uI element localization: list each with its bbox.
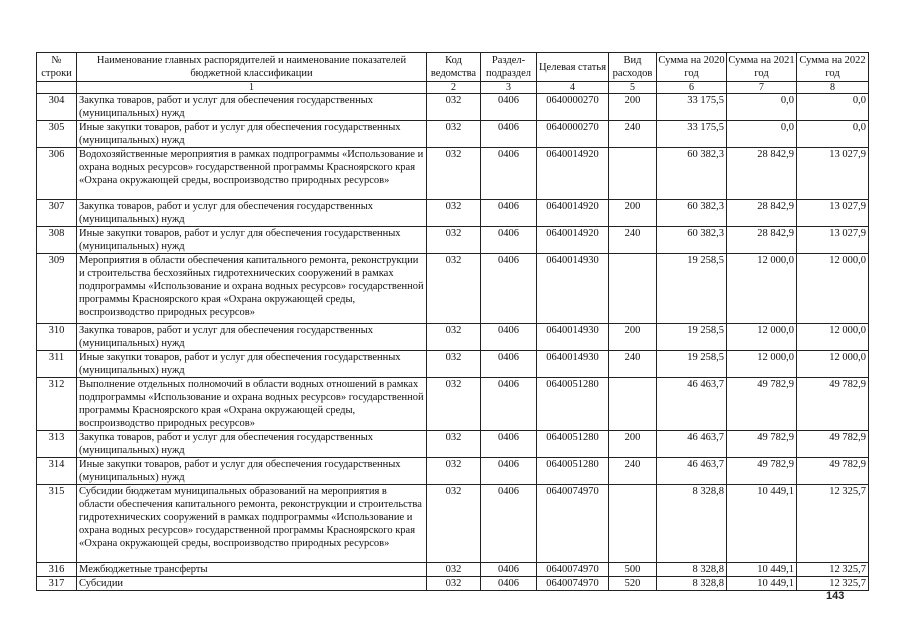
row-sum-2022: 49 782,9	[797, 431, 869, 458]
row-sum-2021: 49 782,9	[727, 431, 797, 458]
row-number: 310	[37, 324, 77, 351]
column-number: 2	[427, 82, 481, 94]
row-department-code: 032	[427, 577, 481, 591]
row-number: 308	[37, 227, 77, 254]
row-target-article: 0640000270	[537, 94, 609, 121]
row-expense-type: 240	[609, 227, 657, 254]
row-expense-type: 500	[609, 563, 657, 577]
table-row	[37, 227, 869, 254]
row-sum-2020: 19 258,5	[657, 254, 727, 324]
row-sum-2022: 12 325,7	[797, 577, 869, 591]
row-section: 0406	[481, 485, 537, 563]
header-department-code: Код ведомства	[427, 53, 481, 82]
row-sum-2021: 12 000,0	[727, 324, 797, 351]
row-expense-type: 240	[609, 351, 657, 378]
table-row	[37, 431, 869, 458]
row-department-code: 032	[427, 458, 481, 485]
row-number: 307	[37, 200, 77, 227]
row-department-code: 032	[427, 563, 481, 577]
row-department-code: 032	[427, 148, 481, 200]
row-target-article: 0640074970	[537, 485, 609, 563]
table-row	[37, 458, 869, 485]
row-number: 317	[37, 577, 77, 591]
row-sum-2022: 13 027,9	[797, 148, 869, 200]
column-number: 5	[609, 82, 657, 94]
row-sum-2020: 60 382,3	[657, 227, 727, 254]
page-number: 143	[826, 590, 845, 602]
row-sum-2022: 49 782,9	[797, 378, 869, 431]
row-expense-type: 200	[609, 200, 657, 227]
row-target-article: 0640074970	[537, 563, 609, 577]
row-expense-type	[609, 485, 657, 563]
row-name: Водохозяйственные мероприятия в рамках подпрограммы «Использование и охрана водных ресурсов» государственной программы Красноярского края «Охрана окружающей среды, воспроизводство природных ресурсов»	[77, 148, 427, 200]
row-section: 0406	[481, 121, 537, 148]
row-department-code: 032	[427, 485, 481, 563]
row-number: 304	[37, 94, 77, 121]
row-target-article: 0640051280	[537, 431, 609, 458]
row-department-code: 032	[427, 351, 481, 378]
row-number: 314	[37, 458, 77, 485]
row-department-code: 032	[427, 378, 481, 431]
row-sum-2020: 33 175,5	[657, 94, 727, 121]
row-number: 315	[37, 485, 77, 563]
row-sum-2022: 12 325,7	[797, 485, 869, 563]
table-row	[37, 200, 869, 227]
row-expense-type	[609, 378, 657, 431]
header-row-number: № строки	[37, 53, 77, 82]
row-expense-type	[609, 254, 657, 324]
row-sum-2021: 28 842,9	[727, 227, 797, 254]
row-sum-2021: 12 000,0	[727, 351, 797, 378]
header-expense-type: Вид расходов	[609, 53, 657, 82]
row-target-article: 0640000270	[537, 121, 609, 148]
table-row	[37, 563, 869, 577]
column-number: 4	[537, 82, 609, 94]
table-header	[37, 53, 869, 94]
row-sum-2022: 12 325,7	[797, 563, 869, 577]
row-sum-2020: 19 258,5	[657, 351, 727, 378]
row-sum-2022: 49 782,9	[797, 458, 869, 485]
row-name: Межбюджетные трансферты	[77, 563, 427, 577]
row-expense-type: 200	[609, 94, 657, 121]
row-section: 0406	[481, 94, 537, 121]
table-row	[37, 148, 869, 200]
row-section: 0406	[481, 378, 537, 431]
table-row	[37, 485, 869, 563]
row-target-article: 0640051280	[537, 458, 609, 485]
row-expense-type: 520	[609, 577, 657, 591]
row-expense-type: 240	[609, 458, 657, 485]
row-expense-type: 200	[609, 324, 657, 351]
row-sum-2021: 12 000,0	[727, 254, 797, 324]
row-department-code: 032	[427, 200, 481, 227]
row-sum-2020: 33 175,5	[657, 121, 727, 148]
row-department-code: 032	[427, 254, 481, 324]
header-target-article: Целевая статья	[537, 53, 609, 82]
row-sum-2020: 46 463,7	[657, 458, 727, 485]
row-sum-2021: 0,0	[727, 121, 797, 148]
row-sum-2020: 46 463,7	[657, 378, 727, 431]
budget-table	[36, 52, 869, 591]
header-sum-2020: Сумма на 2020 год	[657, 53, 727, 82]
row-sum-2021: 10 449,1	[727, 563, 797, 577]
header-sum-2022: Сумма на 2022 год	[797, 53, 869, 82]
row-sum-2020: 8 328,8	[657, 485, 727, 563]
column-number-row	[37, 82, 869, 94]
column-number: 1	[77, 82, 427, 94]
row-sum-2022: 12 000,0	[797, 254, 869, 324]
row-section: 0406	[481, 577, 537, 591]
row-sum-2021: 10 449,1	[727, 485, 797, 563]
row-sum-2021: 0,0	[727, 94, 797, 121]
row-sum-2022: 13 027,9	[797, 200, 869, 227]
row-name: Закупка товаров, работ и услуг для обеспечения государственных (муниципальных) нужд	[77, 324, 427, 351]
row-target-article: 0640074970	[537, 577, 609, 591]
row-section: 0406	[481, 200, 537, 227]
table-body	[37, 94, 869, 591]
row-sum-2020: 8 328,8	[657, 577, 727, 591]
table-row	[37, 378, 869, 431]
row-sum-2021: 49 782,9	[727, 458, 797, 485]
row-target-article: 0640014930	[537, 351, 609, 378]
table-row	[37, 351, 869, 378]
row-sum-2020: 19 258,5	[657, 324, 727, 351]
row-target-article: 0640014920	[537, 200, 609, 227]
row-sum-2020: 8 328,8	[657, 563, 727, 577]
row-name: Иные закупки товаров, работ и услуг для обеспечения государственных (муниципальных) нужд	[77, 121, 427, 148]
row-number: 312	[37, 378, 77, 431]
row-section: 0406	[481, 254, 537, 324]
row-target-article: 0640051280	[537, 378, 609, 431]
header-sum-2021: Сумма на 2021 год	[727, 53, 797, 82]
table-row	[37, 94, 869, 121]
row-sum-2021: 10 449,1	[727, 577, 797, 591]
row-name: Мероприятия в области обеспечения капитального ремонта, реконструкции и строительства бесхозяйных гидротехнических сооружений в рамках подпрограммы «Использование и охрана водных ресурсов» государственной программы Красноярского края «Охрана окружающей среды, воспроизводство природных ресурсов»	[77, 254, 427, 324]
row-section: 0406	[481, 458, 537, 485]
row-expense-type	[609, 148, 657, 200]
row-sum-2022: 0,0	[797, 121, 869, 148]
row-name: Иные закупки товаров, работ и услуг для обеспечения государственных (муниципальных) нужд	[77, 351, 427, 378]
column-number	[37, 82, 77, 94]
row-sum-2021: 28 842,9	[727, 148, 797, 200]
row-expense-type: 240	[609, 121, 657, 148]
row-target-article: 0640014930	[537, 254, 609, 324]
row-section: 0406	[481, 148, 537, 200]
row-section: 0406	[481, 227, 537, 254]
row-name: Закупка товаров, работ и услуг для обеспечения государственных (муниципальных) нужд	[77, 431, 427, 458]
column-number: 7	[727, 82, 797, 94]
row-sum-2020: 60 382,3	[657, 200, 727, 227]
row-name: Выполнение отдельных полномочий в области водных отношений в рамках подпрограммы «Использование и охрана водных ресурсов» государственной программы Красноярского края «Охрана окружающей среды, воспроизводство природных ресурсов»	[77, 378, 427, 431]
row-name: Закупка товаров, работ и услуг для обеспечения государственных (муниципальных) нужд	[77, 94, 427, 121]
row-department-code: 032	[427, 227, 481, 254]
table-row	[37, 324, 869, 351]
row-department-code: 032	[427, 431, 481, 458]
row-section: 0406	[481, 351, 537, 378]
table-row	[37, 254, 869, 324]
row-name: Субсидии бюджетам муниципальных образований на мероприятия в области обеспечения капитального ремонта, реконструкции и строительства гидротехнических сооружений в рамках подпрограммы «Использование и охрана водных ресурсов» государственной программы Красноярского края «Охрана окружающей среды, воспроизводство природных ресурсов»	[77, 485, 427, 563]
row-section: 0406	[481, 324, 537, 351]
row-target-article: 0640014920	[537, 148, 609, 200]
table-row	[37, 121, 869, 148]
row-sum-2020: 60 382,3	[657, 148, 727, 200]
row-number: 316	[37, 563, 77, 577]
table-row	[37, 577, 869, 591]
row-number: 306	[37, 148, 77, 200]
row-sum-2021: 28 842,9	[727, 200, 797, 227]
column-number: 6	[657, 82, 727, 94]
column-number: 3	[481, 82, 537, 94]
document-page	[36, 52, 868, 591]
row-expense-type: 200	[609, 431, 657, 458]
row-sum-2022: 13 027,9	[797, 227, 869, 254]
row-name: Иные закупки товаров, работ и услуг для обеспечения государственных (муниципальных) нужд	[77, 458, 427, 485]
row-section: 0406	[481, 563, 537, 577]
header-section: Раздел-подраздел	[481, 53, 537, 82]
row-department-code: 032	[427, 121, 481, 148]
row-sum-2022: 0,0	[797, 94, 869, 121]
row-target-article: 0640014920	[537, 227, 609, 254]
row-name: Закупка товаров, работ и услуг для обеспечения государственных (муниципальных) нужд	[77, 200, 427, 227]
row-section: 0406	[481, 431, 537, 458]
row-target-article: 0640014930	[537, 324, 609, 351]
row-department-code: 032	[427, 94, 481, 121]
row-number: 305	[37, 121, 77, 148]
row-sum-2020: 46 463,7	[657, 431, 727, 458]
row-number: 313	[37, 431, 77, 458]
column-number: 8	[797, 82, 869, 94]
row-number: 311	[37, 351, 77, 378]
row-sum-2022: 12 000,0	[797, 351, 869, 378]
row-number: 309	[37, 254, 77, 324]
row-name: Субсидии	[77, 577, 427, 591]
row-sum-2022: 12 000,0	[797, 324, 869, 351]
row-sum-2021: 49 782,9	[727, 378, 797, 431]
header-name: Наименование главных распорядителей и наименование показателей бюджетной классификации	[77, 53, 427, 82]
row-name: Иные закупки товаров, работ и услуг для обеспечения государственных (муниципальных) нужд	[77, 227, 427, 254]
row-department-code: 032	[427, 324, 481, 351]
